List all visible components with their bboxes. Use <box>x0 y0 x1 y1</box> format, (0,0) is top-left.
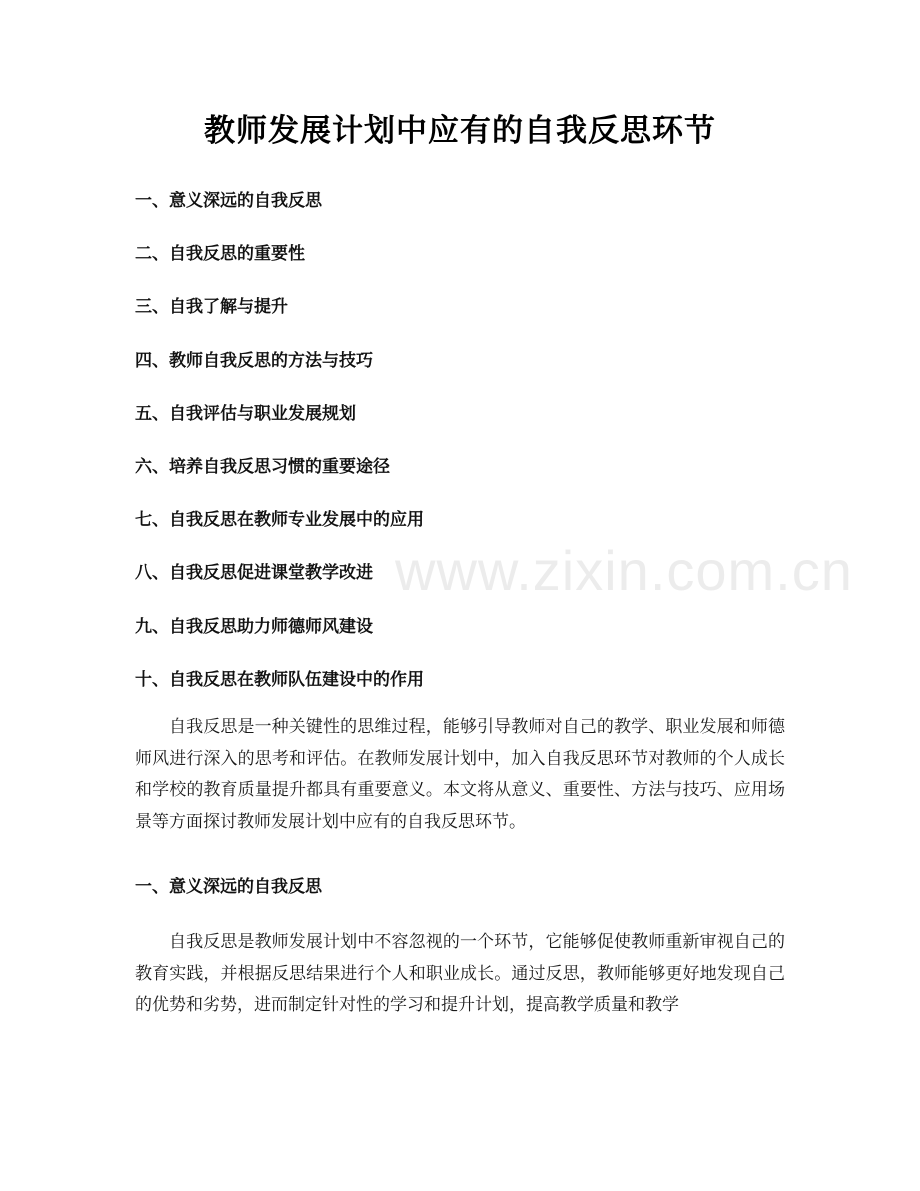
toc-item: 一、意义深远的自我反思 <box>135 191 322 211</box>
toc-item: 五、自我评估与职业发展规划 <box>135 403 356 424</box>
toc-item: 二、自我反思的重要性 <box>135 244 305 265</box>
toc-item: 四、教师自我反思的方法与技巧 <box>135 350 373 371</box>
toc-item: 七、自我反思在教师专业发展中的应用 <box>135 510 424 531</box>
section-heading: 一、意义深远的自我反思 <box>135 877 322 897</box>
document-title: 教师发展计划中应有的自我反思环节 <box>204 113 716 149</box>
toc-item: 九、自我反思助力师德师风建设 <box>135 616 373 637</box>
watermark: www.zixin.com.cn <box>395 539 853 602</box>
section-paragraph: 自我反思是教师发展计划中不容忽视的一个环节，它能够促使教师重新审视自己的教育实践，并根据反思结果进行个人和职业成长。通过反思，教师能够更好地发现自己的优势和劣势，进而制定针对性的学习和提升计划，提高教学质量和教学 <box>135 932 785 1016</box>
toc-item: 三、自我了解与提升 <box>135 297 288 318</box>
toc-item: 六、培养自我反思习惯的重要途径 <box>135 456 390 477</box>
toc-item: 十、自我反思在教师队伍建设中的作用 <box>135 669 424 690</box>
toc-item: 八、自我反思促进课堂教学改进 <box>135 563 373 584</box>
intro-paragraph: 自我反思是一种关键性的思维过程，能够引导教师对自己的教学、职业发展和师德师风进行深入的思考和评估。在教师发展计划中，加入自我反思环节对教师的个人成长和学校的教育质量提升都具有重要意义。本文将从意义、重要性、方法与技巧、应用场景等方面探讨教师发展计划中应有的自我反思环节。 <box>135 717 785 833</box>
table-of-contents <box>135 185 795 717</box>
